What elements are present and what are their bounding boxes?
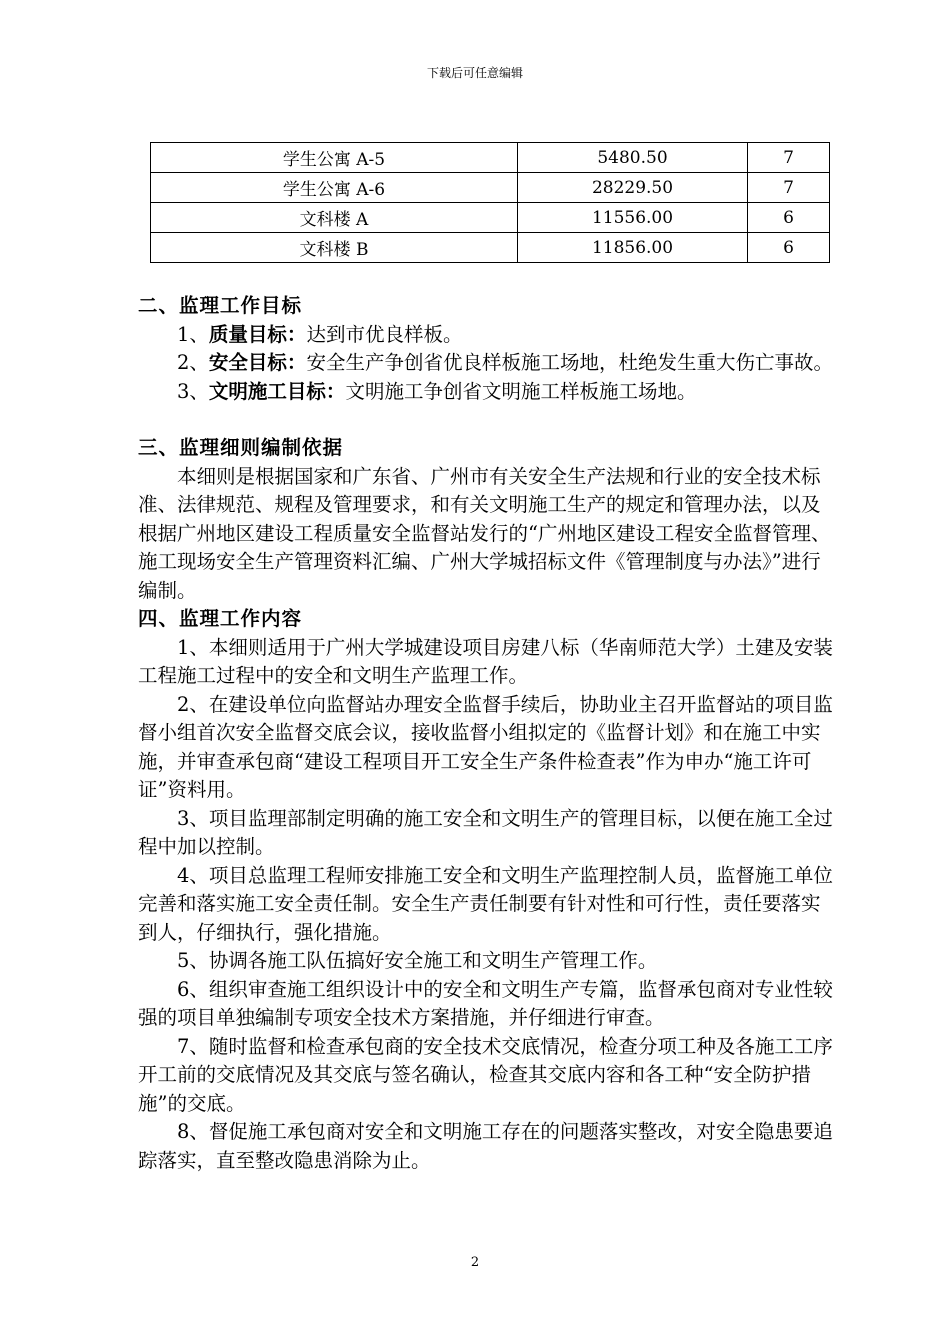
table-cell-area: 28229.50 bbox=[518, 173, 748, 203]
table-cell-floors: 6 bbox=[748, 233, 830, 263]
table-cell-building: 文科楼 B bbox=[151, 233, 518, 263]
work-item: 8、督促施工承包商对安全和文明施工存在的问题落实整改，对安全隐患要追踪落实，直至整改隐患消除为止。 bbox=[138, 1120, 833, 1172]
work-item: 5、协调各施工队伍搞好安全施工和文明生产管理工作。 bbox=[177, 949, 658, 972]
goal-item-civilized bbox=[138, 378, 838, 407]
goal-number: 3、 bbox=[177, 379, 209, 403]
table-cell-area: 11556.00 bbox=[518, 203, 748, 233]
table-row bbox=[151, 233, 830, 263]
table-cell-area: 11856.00 bbox=[518, 233, 748, 263]
goal-item-quality bbox=[138, 321, 838, 350]
table-cell-floors: 7 bbox=[748, 143, 830, 173]
table-cell-building: 文科楼 A bbox=[151, 203, 518, 233]
table-row bbox=[151, 173, 830, 203]
goal-text: 安全生产争创省优良样板施工场地，杜绝发生重大伤亡事故。 bbox=[306, 351, 833, 374]
goal-number: 1、 bbox=[177, 322, 209, 346]
page-number: 2 bbox=[470, 1255, 480, 1270]
table-cell-floors: 6 bbox=[748, 203, 830, 233]
section-3-paragraph: 本细则是根据国家和广东省、广州市有关安全生产法规和行业的安全技术标准、法律规范、规程及管理要求，和有关文明施工生产的规定和管理办法，以及根据广州地区建设工程质量安全监督站发行的“广州地区建设工程安全监督管理、施工现场安全生产管理资料汇编、广州大学城招标文件《管理制度与办法》”进行编制。 bbox=[138, 464, 831, 602]
work-item: 3、项目监理部制定明确的施工安全和文明生产的管理目标，以便在施工全过程中加以控制。 bbox=[138, 806, 833, 858]
goal-label: 文明施工目标： bbox=[208, 379, 346, 403]
work-item: 1、本细则适用于广州大学城建设项目房建八标（华南师范大学）土建及安装工程施工过程中的安全和文明生产监理工作。 bbox=[138, 635, 833, 687]
table-row bbox=[151, 143, 830, 173]
work-item: 7、随时监督和检查承包商的安全技术交底情况，检查分项工种及各施工工序开工前的交底情况及其交底与签名确认，检查其交底内容和各工种“安全防护措施”的交底。 bbox=[138, 1034, 833, 1115]
table-cell-building: 学生公寓 A-6 bbox=[151, 173, 518, 203]
goal-number: 2、 bbox=[177, 351, 209, 374]
work-item: 2、在建设单位向监督站办理安全监督手续后，协助业主召开监督站的项目监督小组首次安全监督交底会议，接收监督小组拟定的《监督计划》和在施工中实施，并审查承包商“建设工程项目开工安全生产条件检查表”作为申办“施工许可证”资料用。 bbox=[138, 692, 833, 801]
section-2-title: 二、监理工作目标 bbox=[138, 294, 303, 317]
goal-text: 文明施工争创省文明施工样板施工场地。 bbox=[345, 379, 697, 403]
table-cell-building: 学生公寓 A-5 bbox=[151, 143, 518, 173]
page-header: 下载后可任意编辑 bbox=[426, 66, 523, 80]
table-row bbox=[151, 203, 830, 233]
work-item: 4、项目总监理工程师安排施工安全和文明生产监理控制人员，监督施工单位完善和落实施工安全责任制。安全生产责任制要有针对性和可行性，责任要落实到人，仔细执行，强化措施。 bbox=[138, 863, 833, 944]
section-4-title: 四、监理工作内容 bbox=[138, 607, 303, 630]
building-table bbox=[150, 142, 830, 263]
table-cell-floors: 7 bbox=[748, 173, 830, 203]
goal-text: 达到市优良样板。 bbox=[306, 322, 463, 346]
work-item: 6、组织审查施工组织设计中的安全和文明生产专篇，监督承包商对专业性较强的项目单独编制专项安全技术方案措施，并仔细进行审查。 bbox=[138, 977, 833, 1029]
section-3-title: 三、监理细则编制依据 bbox=[138, 436, 344, 459]
goal-label: 质量目标： bbox=[208, 322, 307, 346]
goal-item-safety bbox=[138, 349, 838, 378]
goal-label: 安全目标： bbox=[208, 351, 307, 374]
table-cell-area: 5480.50 bbox=[518, 143, 748, 173]
document-body bbox=[138, 292, 838, 1175]
